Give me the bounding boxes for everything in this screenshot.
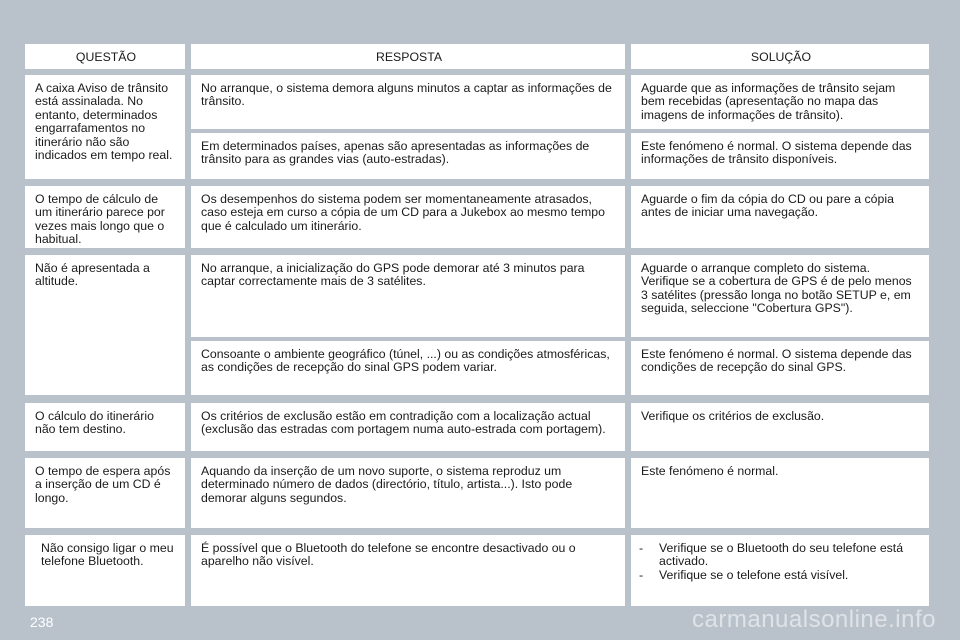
solution-bullet <box>631 542 921 569</box>
question-cell: A caixa Aviso de trânsito está assinalada. No entanto, determinados engarrafamentos no itinerário não são indicados em tempo real. <box>25 75 185 179</box>
watermark: carmanualsonline.info <box>692 606 936 633</box>
solution-bullet-text: Verifique se o Bluetooth do seu telefone está activado. <box>659 541 904 569</box>
solution-cell <box>631 535 929 606</box>
answer-cell: Aquando da inserção de um novo suporte, o sistema reproduz um determinado número de dados (directório, título, artista...). Isto pode demorar alguns segundos. <box>191 458 625 528</box>
solution-cell: Aguarde o fim da cópia do CD ou pare a cópia antes de iniciar uma navegação. <box>631 186 929 248</box>
answer-cell: No arranque, o sistema demora alguns minutos a captar as informações de trânsito. <box>191 75 625 129</box>
question-cell: O tempo de cálculo de um itinerário parece por vezes mais longo que o habitual. <box>25 186 185 248</box>
solution-cell: Este fenómeno é normal. O sistema depende das condições de recepção do sinal GPS. <box>631 341 929 395</box>
header-answer: RESPOSTA <box>191 44 625 69</box>
solution-bullet-list <box>631 542 921 582</box>
solution-cell: Aguarde que as informações de trânsito sejam bem recebidas (apresentação no mapa das imagens de informações de trânsito). <box>631 75 929 129</box>
solution-bullet-text: Verifique se o telefone está visível. <box>659 567 849 582</box>
page-number: 238 <box>30 614 54 630</box>
solution-cell: Aguarde o arranque completo do sistema. Verifique se a cobertura de GPS é de pelo menos 3 satélites (pressão longa no botão SETUP e, em seguida, seleccione "Cobertura GPS"). <box>631 255 929 337</box>
solution-cell: Verifique os critérios de exclusão. <box>631 403 929 451</box>
solution-cell: Este fenómeno é normal. O sistema depende das informações de trânsito disponíveis. <box>631 133 929 179</box>
dash-icon: - <box>639 567 644 582</box>
answer-cell: Em determinados países, apenas são apresentadas as informações de trânsito para as grandes vias (auto-estradas). <box>191 133 625 179</box>
question-cell: O cálculo do itinerário não tem destino. <box>25 403 185 451</box>
header-question: QUESTÃO <box>25 44 185 69</box>
question-cell: Não consigo ligar o meu telefone Bluetooth. <box>25 535 185 606</box>
answer-cell: Os desempenhos do sistema podem ser momentaneamente atrasados, caso esteja em curso a cópia de um CD para a Jukebox ao mesmo tempo que é calculado um itinerário. <box>191 186 625 248</box>
solution-cell: Este fenómeno é normal. <box>631 458 929 528</box>
answer-cell: Os critérios de exclusão estão em contradição com a localização actual (exclusão das estradas com portagem numa auto-estrada com portagem). <box>191 403 625 451</box>
header-solution: SOLUÇÃO <box>631 44 929 69</box>
answer-cell: No arranque, a inicialização do GPS pode demorar até 3 minutos para captar correctamente mais de 3 satélites. <box>191 255 625 337</box>
question-cell: Não é apresentada a altitude. <box>25 255 185 395</box>
answer-cell: É possível que o Bluetooth do telefone se encontre desactivado ou o aparelho não visível. <box>191 535 625 606</box>
solution-bullet <box>631 569 921 582</box>
dash-icon: - <box>639 541 644 555</box>
answer-cell: Consoante o ambiente geográfico (túnel, ...) ou as condições atmosféricas, as condições de recepção do sinal GPS podem variar. <box>191 341 625 395</box>
question-cell: O tempo de espera após a inserção de um CD é longo. <box>25 458 185 528</box>
